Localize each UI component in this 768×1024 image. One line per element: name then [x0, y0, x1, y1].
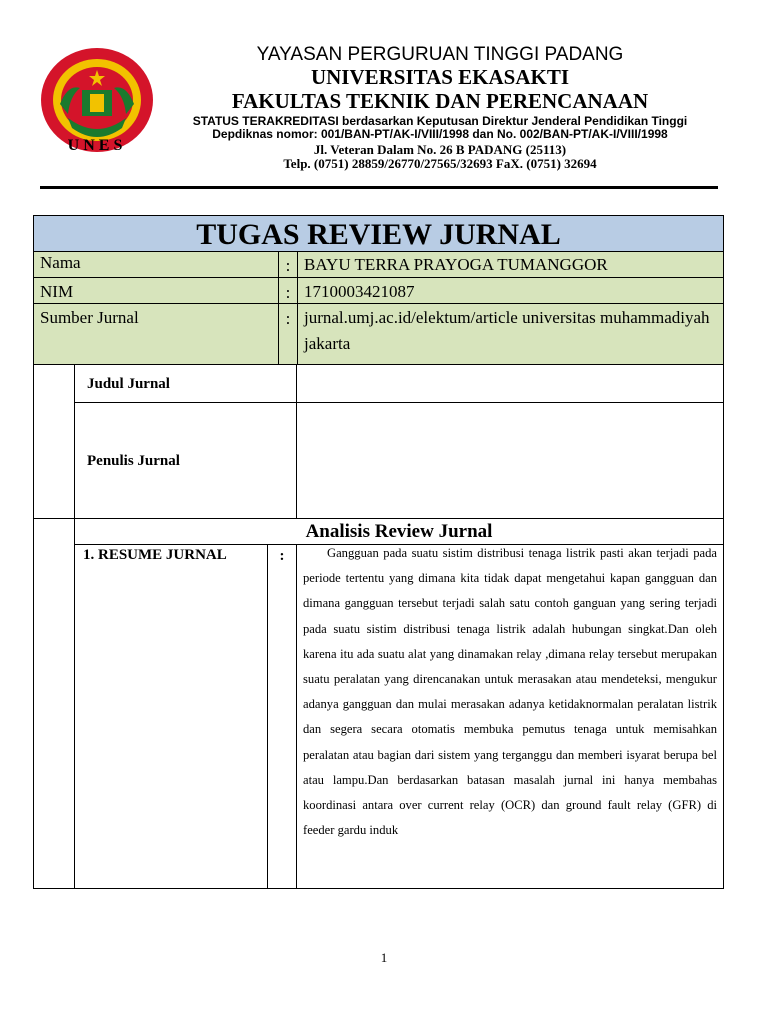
form-title: TUGAS REVIEW JURNAL: [33, 215, 724, 252]
left-margin-cell: [33, 364, 75, 519]
faculty-name: FAKULTAS TEKNIK DAN PERENCANAAN: [231, 89, 649, 113]
page-number: 1: [380, 950, 388, 965]
nama-value: BAYU TERRA PRAYOGA TUMANGGOR: [297, 251, 724, 278]
nim-value: 1710003421087: [297, 277, 724, 304]
sumber-jurnal-value: jurnal.umj.ac.id/elektum/article universitas muhammadiyah jakarta: [297, 303, 724, 365]
resume-colon: :: [267, 544, 297, 889]
university-name: UNIVERSITAS EKASAKTI: [310, 65, 570, 89]
left-margin-cell-2: [33, 518, 75, 889]
nama-label: Nama: [33, 251, 279, 278]
resume-label: 1. RESUME JURNAL: [74, 544, 268, 889]
sumber-jurnal-colon: :: [278, 303, 298, 365]
header-divider: [40, 186, 718, 189]
logo-text: UNES: [67, 137, 127, 154]
accreditation-status: STATUS TERAKREDITASI berdasarkan Keputusan Direktur Jenderal Pendidikan Tinggi: [192, 114, 688, 128]
nim-colon: :: [278, 277, 298, 304]
nama-colon: :: [278, 251, 298, 278]
resume-text-cell: [296, 544, 724, 889]
phone-fax: Telp. (0751) 28859/26770/27565/32693 FaX. (0751) 32694: [283, 156, 597, 171]
address: Jl. Veteran Dalam No. 26 B PADANG (25113): [313, 142, 567, 157]
accreditation-number: Depdiknas nomor: 001/BAN-PT/AK-I/VIII/1998 dan No. 002/BAN-PT/AK-I/VIII/1998: [212, 127, 668, 141]
sumber-jurnal-label: Sumber Jurnal: [33, 303, 279, 365]
judul-jurnal-label: Judul Jurnal: [74, 364, 297, 403]
penulis-jurnal-value: [296, 402, 724, 519]
penulis-jurnal-label: Penulis Jurnal: [74, 402, 297, 519]
resume-text: Gangguan pada suatu sistim distribusi tenaga listrik pasti akan terjadi pada periode tertentu yang dimana kita tidak dapat mengetahui kapan gangguan dan dimana gangguan tersebut terjadi salah satu contoh ganguan yang sering terjadi pada suatu sistim distribusi tenaga listrik adalah hubungan singkat.Dan oleh karena itu ada suatu alat yang dinamakan relay ,dimana relay tersebut merupakan suatu peralatan yang direncanakan untuk merasakan atau mendeteksi, mengukur adanya gangguan dan mulai merasakan adanya ketidaknormalan peralatan listrik dan segera secara otomatis membuka pemutus tenaga untuk memisahkan peralatan atau bagian dari sistem yang terganggu dan memberi isyarat berupa bel atau lampu.Dan berdasarkan batasan masalah jurnal ini hanya membahas koordinasi antara over current relay (OCR) dan ground fault relay (GFR) di feeder gardu induk: [303, 546, 717, 838]
unes-logo: [38, 44, 156, 162]
judul-jurnal-value: [296, 364, 724, 403]
foundation-name: YAYASAN PERGURUAN TINGGI PADANG: [256, 44, 624, 65]
nim-label: NIM: [33, 277, 279, 304]
analysis-title: Analisis Review Jurnal: [74, 518, 724, 545]
